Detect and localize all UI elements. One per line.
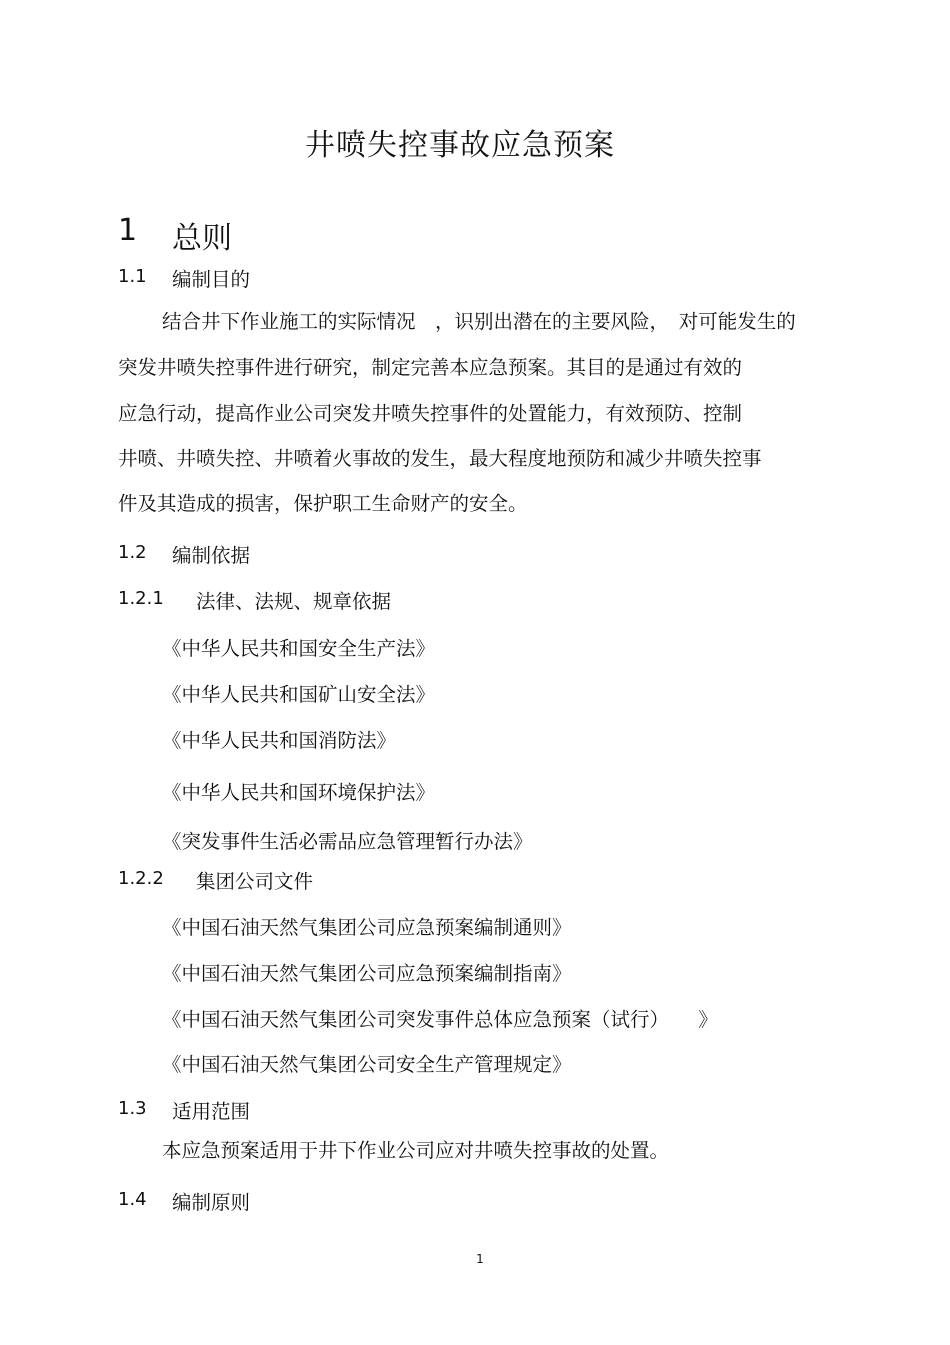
section-title-1-3: 适用范围: [172, 1100, 251, 1123]
section-title-1-4: 编制原则: [172, 1191, 251, 1214]
paragraph-line: 突发井喷失控事件进行研究，制定完善本应急预案。其目的是通过有效的: [118, 356, 743, 379]
scope-paragraph: 本应急预案适用于井下作业公司应对井喷失控事故的处置。: [162, 1139, 670, 1162]
company-doc-item: 《中国石油天然气集团公司突发事件总体应急预案（试行） 》: [162, 1008, 718, 1031]
section-number-1-1: 1.1: [118, 266, 147, 287]
paragraph-line: 结合井下作业施工的实际情况 ，识别出潜在的主要风险， 对可能发生的: [162, 310, 796, 333]
page-number: 1: [476, 1252, 484, 1266]
chapter-title: 总则: [172, 221, 232, 256]
law-item: 《突发事件生活必需品应急管理暂行办法》: [162, 830, 533, 853]
section-title-1-2-1: 法律、法规、规章依据: [196, 590, 392, 613]
law-item: 《中华人民共和国矿山安全法》: [162, 683, 436, 706]
section-number-1-2: 1.2: [118, 542, 147, 563]
section-title-1-2-2: 集团公司文件: [196, 870, 314, 893]
section-number-1-2-1: 1.2.1: [118, 588, 164, 609]
paragraph-line: 件及其造成的损害，保护职工生命财产的安全。: [118, 492, 528, 515]
document-title: 井喷失控事故应急预案: [305, 128, 615, 163]
company-doc-item: 《中国石油天然气集团公司应急预案编制通则》: [162, 916, 572, 939]
company-doc-item: 《中国石油天然气集团公司应急预案编制指南》: [162, 962, 572, 985]
paragraph-line: 应急行动，提高作业公司突发井喷失控事件的处置能力，有效预防、控制: [118, 402, 743, 425]
law-item: 《中华人民共和国环境保护法》: [162, 781, 436, 804]
section-number-1-4: 1.4: [118, 1189, 147, 1210]
company-doc-item: 《中国石油天然气集团公司安全生产管理规定》: [162, 1053, 572, 1076]
chapter-number: 1: [118, 213, 138, 248]
section-number-1-2-2: 1.2.2: [118, 868, 164, 889]
law-item: 《中华人民共和国安全生产法》: [162, 637, 436, 660]
paragraph-line: 井喷、井喷失控、井喷着火事故的发生，最大程度地预防和减少井喷失控事: [118, 447, 762, 470]
law-item: 《中华人民共和国消防法》: [162, 729, 397, 752]
section-number-1-3: 1.3: [118, 1098, 147, 1119]
section-title-1-1: 编制目的: [172, 268, 251, 291]
section-title-1-2: 编制依据: [172, 544, 251, 567]
